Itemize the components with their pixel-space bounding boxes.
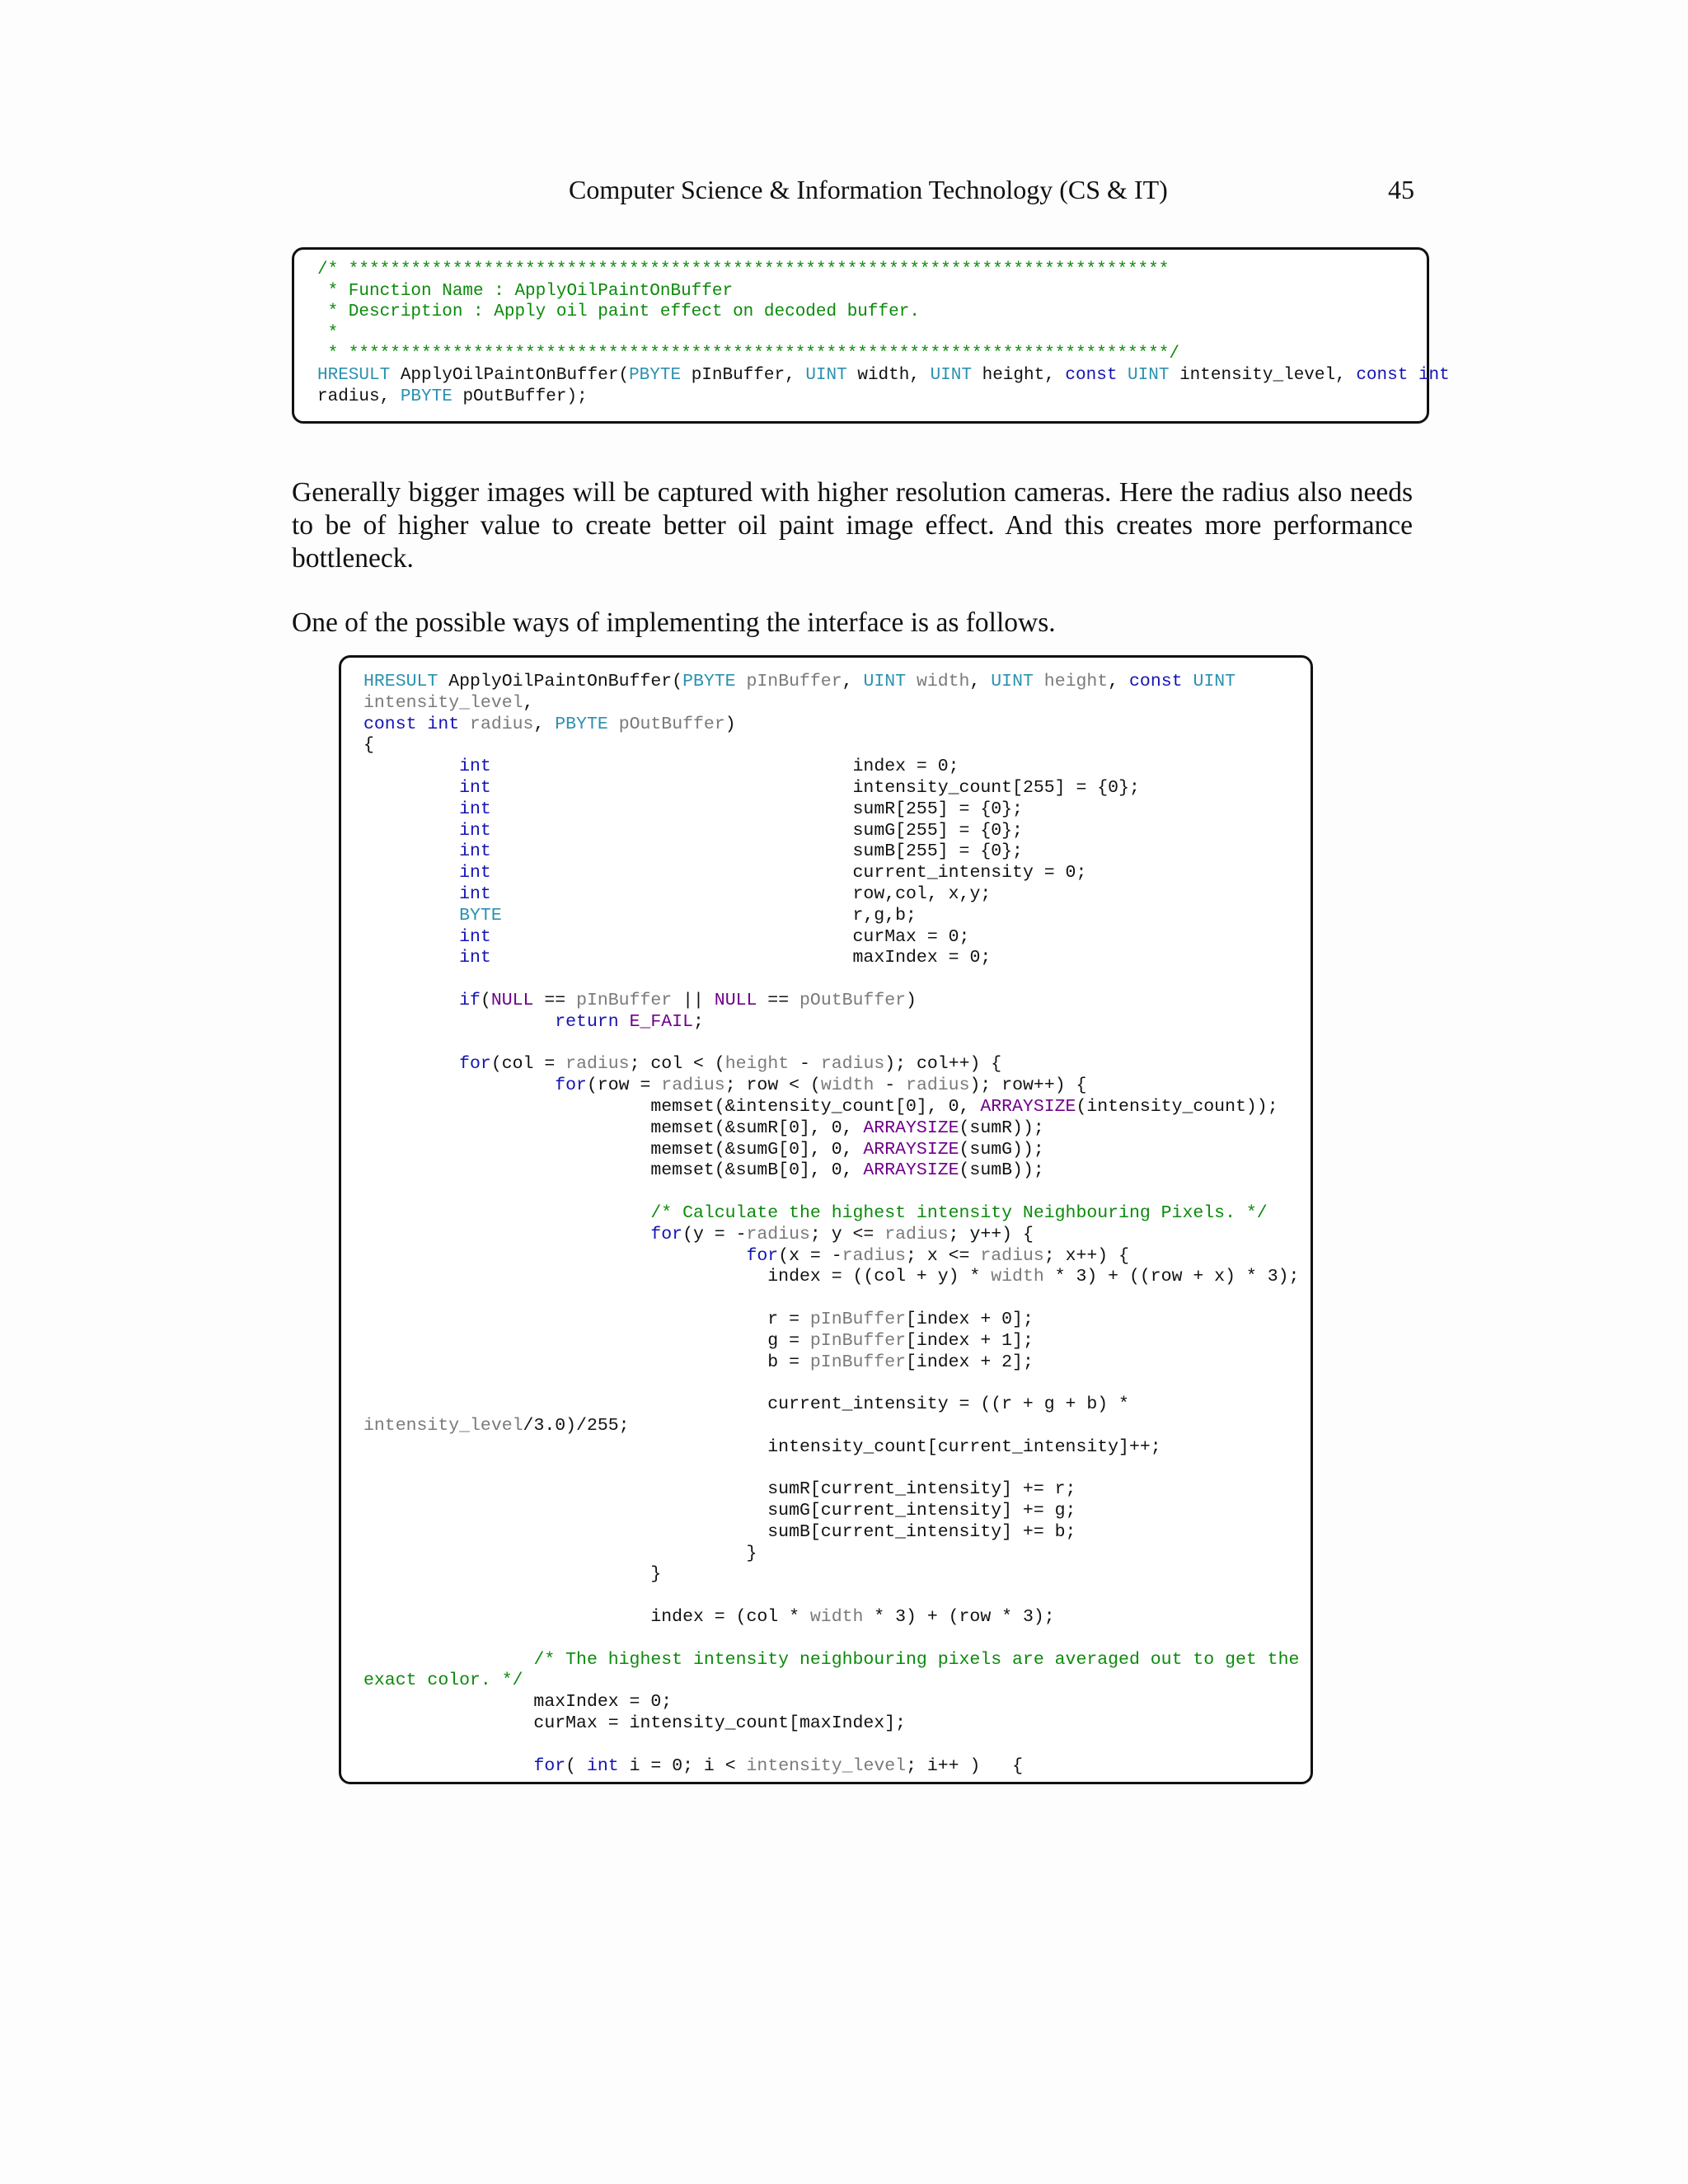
- code-token: exact color. */: [363, 1671, 523, 1691]
- code-token: pOutBuffer: [607, 714, 725, 734]
- code-line: [363, 735, 1311, 757]
- code-token: ; i++ ) {: [906, 1755, 1023, 1776]
- code-line: [363, 1160, 1311, 1182]
- code-token: r,g,b;: [501, 905, 917, 926]
- code-token: [619, 1012, 630, 1032]
- code-token: maxIndex = 0;: [363, 1692, 673, 1713]
- code-token: BYTE: [459, 905, 502, 926]
- paragraph-implementation-intro: One of the possible ways of implementing the interface is as follows.: [292, 607, 1056, 638]
- code-token: b =: [363, 1352, 810, 1372]
- code-line: [363, 1118, 1311, 1140]
- code-token: index = ((col + y) *: [363, 1267, 992, 1287]
- code-line: [363, 1416, 1311, 1437]
- code-token: maxIndex = 0;: [490, 948, 992, 968]
- code-token: sumG[255] = {0};: [490, 820, 1023, 841]
- code-token: int: [427, 714, 460, 734]
- code-token: [363, 841, 459, 861]
- code-token: -: [874, 1076, 907, 1096]
- code-token: NULL: [714, 990, 757, 1010]
- code-token: UINT: [805, 365, 847, 385]
- code-token: {: [363, 735, 374, 756]
- code-token: radius: [746, 1224, 810, 1244]
- code-token: ARRAYSIZE: [980, 1096, 1076, 1117]
- code-token: [363, 1756, 533, 1776]
- code-token: (intensity_count));: [1076, 1096, 1278, 1117]
- code-token: int: [459, 841, 491, 862]
- code-token: PBYTE: [400, 387, 452, 406]
- code-line: [317, 302, 1427, 323]
- code-token: [1183, 672, 1193, 691]
- code-line: [363, 906, 1311, 927]
- code-token: (: [565, 1755, 587, 1776]
- code-line: [363, 1288, 1311, 1310]
- code-token: const: [363, 714, 417, 734]
- code-token: [363, 1203, 650, 1223]
- code-token: [363, 1650, 533, 1670]
- code-token: *: [317, 323, 339, 343]
- code-line: [363, 1629, 1311, 1650]
- code-line: [363, 757, 1311, 778]
- code-token: return: [555, 1011, 619, 1032]
- code-token: int: [459, 799, 491, 819]
- code-token: [index + 0];: [906, 1309, 1034, 1329]
- code-token: radius: [565, 1054, 630, 1075]
- code-token: pInBuffer: [809, 1309, 907, 1329]
- code-token: PBYTE: [682, 672, 736, 691]
- code-line: [363, 991, 1311, 1012]
- code-token: sumB[current_intensity] += b;: [363, 1521, 1076, 1542]
- code-line: [363, 672, 1311, 693]
- code-token: (x = -: [778, 1245, 842, 1266]
- code-line: [363, 1671, 1311, 1692]
- code-token: for: [650, 1224, 683, 1244]
- code-token: sumR[255] = {0};: [490, 799, 1023, 819]
- running-header-title: Computer Science & Information Technology (CS & IT): [569, 175, 1168, 204]
- code-token: E_FAIL: [629, 1011, 693, 1032]
- code-token: * 3) + ((row + x) * 3);: [1043, 1267, 1300, 1287]
- code-token: intensity_level: [746, 1755, 907, 1776]
- code-token: current_intensity = ((r + g + b) *: [363, 1394, 1129, 1415]
- code-token: UINT: [863, 672, 907, 691]
- code-token: ; y <=: [809, 1224, 885, 1244]
- code-token: width,: [846, 365, 931, 385]
- code-token: ); col++) {: [884, 1054, 1002, 1075]
- code-token: int: [1418, 365, 1450, 385]
- code-token: memset(&intensity_count[0], 0,: [363, 1096, 981, 1117]
- code-token: PBYTE: [555, 714, 608, 734]
- code-token: intensity_count[current_intensity]++;: [363, 1436, 1161, 1457]
- code-token: int: [459, 926, 491, 947]
- implementation-code: [363, 672, 1311, 1777]
- code-token: [363, 821, 459, 841]
- code-token: sumR[current_intensity] += r;: [363, 1479, 1076, 1500]
- code-token: radius: [842, 1245, 907, 1266]
- code-token: * 3) + (row * 3);: [863, 1607, 1055, 1628]
- code-line: [363, 1012, 1311, 1033]
- code-token: }: [363, 1543, 757, 1563]
- function-declaration-code: [317, 260, 1450, 407]
- code-token: [363, 884, 459, 904]
- code-line: [363, 1033, 1311, 1055]
- code-token: [363, 991, 459, 1010]
- code-token: intensity_level: [363, 1415, 523, 1436]
- code-token: g =: [363, 1330, 810, 1351]
- code-token: current_intensity = 0;: [490, 863, 1087, 883]
- code-token: [363, 778, 459, 798]
- code-line: [363, 927, 1311, 949]
- code-token: ; col < (: [629, 1054, 725, 1075]
- code-token: int: [459, 883, 491, 904]
- code-token: index = (col *: [363, 1607, 810, 1628]
- code-token: [363, 906, 459, 926]
- code-token: (y = -: [682, 1224, 747, 1244]
- code-token: [363, 757, 459, 776]
- code-token: (sumB));: [959, 1160, 1044, 1181]
- code-token: radius: [980, 1245, 1044, 1266]
- code-token: [363, 1054, 459, 1074]
- code-token: HRESULT: [363, 672, 438, 691]
- code-token: width: [820, 1076, 874, 1096]
- code-line: [363, 799, 1311, 821]
- code-line: [363, 884, 1311, 906]
- code-line: [363, 1352, 1311, 1374]
- code-token: int: [459, 863, 491, 883]
- code-token: index = 0;: [490, 757, 959, 777]
- code-token: const: [1065, 365, 1118, 385]
- code-token: (: [480, 990, 491, 1010]
- code-token: pInBuffer: [809, 1330, 907, 1351]
- code-token: pInBuffer: [809, 1352, 907, 1372]
- code-token: ; x <=: [906, 1245, 981, 1266]
- code-token: r =: [363, 1309, 810, 1329]
- code-line: [363, 778, 1311, 799]
- code-line: [363, 1076, 1311, 1097]
- code-token: pInBuffer: [576, 990, 673, 1010]
- code-token: pInBuffer,: [681, 365, 806, 385]
- code-token: ): [906, 990, 917, 1010]
- code-line: [317, 344, 1427, 365]
- code-token: curMax = intensity_count[maxIndex];: [363, 1713, 907, 1734]
- code-token: height: [724, 1054, 790, 1075]
- code-line: [363, 1522, 1311, 1544]
- code-line: [363, 1203, 1311, 1225]
- code-token: ,: [523, 692, 534, 713]
- code-line: [363, 1586, 1311, 1607]
- code-token: * Function Name : ApplyOilPaintOnBuffer: [317, 281, 734, 301]
- code-token: row,col, x,y;: [490, 883, 992, 904]
- code-token: [index + 2];: [906, 1352, 1034, 1372]
- code-line: [363, 1713, 1311, 1735]
- code-line: [363, 1650, 1311, 1671]
- code-token: UINT: [930, 365, 972, 385]
- code-token: ApplyOilPaintOnBuffer(: [390, 365, 630, 385]
- code-token: /* The highest intensity neighbouring pixels are averaged out to get the: [533, 1649, 1300, 1670]
- code-token: UINT: [1193, 672, 1236, 691]
- code-line: [363, 1458, 1311, 1479]
- code-token: [1408, 366, 1418, 385]
- code-token: [417, 715, 428, 734]
- code-line: [363, 1479, 1311, 1501]
- paragraph-radius-bottleneck: Generally bigger images will be captured with higher resolution cameras. Here the radius also needs to be of higher value to create better oil paint image effect. And this creates more performance bottleneck.: [292, 477, 1413, 574]
- code-token: memset(&sumB[0], 0,: [363, 1160, 864, 1181]
- code-token: ,: [969, 672, 992, 691]
- code-token: ==: [533, 990, 577, 1010]
- code-token: [363, 927, 459, 947]
- code-token: width: [991, 1267, 1044, 1287]
- code-line: [363, 1756, 1311, 1778]
- code-line: [363, 1564, 1311, 1586]
- code-token: ,: [1108, 672, 1130, 691]
- code-line: [363, 1331, 1311, 1352]
- code-token: ; row < (: [724, 1076, 821, 1096]
- code-token: [363, 1225, 650, 1244]
- code-line: [363, 1544, 1311, 1565]
- code-token: [1117, 366, 1128, 385]
- code-token: radius,: [317, 387, 401, 406]
- code-token: ; x++) {: [1043, 1245, 1130, 1266]
- page-number: 45: [1388, 175, 1414, 204]
- code-line: [363, 1054, 1311, 1076]
- code-token: radius: [884, 1224, 949, 1244]
- code-line: [363, 1437, 1311, 1459]
- code-line: [363, 1097, 1311, 1118]
- code-token: [363, 1246, 746, 1266]
- code-token: ARRAYSIZE: [863, 1118, 959, 1138]
- code-token: for: [459, 1054, 491, 1075]
- code-token: radius: [906, 1076, 970, 1096]
- code-token: /* Calculate the highest intensity Neighbouring Pixels. */: [650, 1202, 1268, 1223]
- code-line: [317, 323, 1427, 344]
- code-token: * *******************************************************************************/: [317, 344, 1179, 364]
- code-line: [317, 365, 1450, 387]
- code-token: for: [555, 1076, 587, 1096]
- code-token: intensity_count[255] = {0};: [490, 777, 1140, 798]
- code-token: [363, 863, 459, 883]
- code-line: [363, 1394, 1311, 1416]
- code-line: [363, 1692, 1311, 1713]
- code-line: [363, 693, 1311, 715]
- code-token: ,: [842, 672, 864, 691]
- code-token: int: [459, 948, 491, 968]
- code-token: ==: [757, 990, 800, 1010]
- code-line: [363, 1607, 1311, 1629]
- code-line: [363, 948, 1311, 969]
- code-token: [363, 799, 459, 819]
- code-token: ;: [693, 1011, 704, 1032]
- code-token: [363, 1012, 555, 1032]
- code-token: (sumG));: [959, 1139, 1044, 1160]
- code-token: memset(&sumG[0], 0,: [363, 1139, 864, 1160]
- code-token: [363, 1076, 555, 1095]
- code-token: int: [459, 820, 491, 841]
- code-line: [363, 1735, 1311, 1756]
- code-token: width: [809, 1607, 864, 1628]
- code-token: }: [363, 1564, 662, 1585]
- code-token: NULL: [490, 990, 534, 1010]
- code-token: [363, 948, 459, 968]
- code-line: [363, 1246, 1311, 1268]
- code-line: [363, 1267, 1311, 1288]
- code-token: pOutBuffer: [799, 990, 907, 1010]
- code-token: for: [746, 1245, 779, 1266]
- code-token: sumB[255] = {0};: [490, 841, 1023, 862]
- code-token: ApplyOilPaintOnBuffer(: [438, 672, 683, 691]
- code-token: int: [459, 757, 491, 777]
- code-line: [363, 821, 1311, 842]
- code-line: [363, 841, 1311, 863]
- code-token: (row =: [586, 1076, 662, 1096]
- code-line: [363, 1501, 1311, 1522]
- code-token: ); row++) {: [969, 1076, 1087, 1096]
- code-token: ARRAYSIZE: [863, 1160, 959, 1181]
- code-token: radius: [820, 1054, 885, 1075]
- code-token: intensity_level: [363, 692, 523, 713]
- running-header: [292, 171, 1429, 208]
- code-token: for: [533, 1755, 566, 1776]
- code-token: radius: [661, 1076, 725, 1096]
- code-token: PBYTE: [629, 365, 682, 385]
- code-line: [363, 1310, 1311, 1331]
- code-token: int: [459, 777, 491, 798]
- code-token: HRESULT: [317, 365, 391, 385]
- code-token: height,: [972, 365, 1066, 385]
- code-line: [363, 1140, 1311, 1161]
- code-line: [317, 260, 1427, 281]
- code-token: ,: [533, 714, 556, 734]
- code-token: ): [724, 714, 736, 734]
- code-token: UINT: [991, 672, 1034, 691]
- code-token: const: [1356, 365, 1409, 385]
- code-line: [363, 863, 1311, 884]
- code-line: [363, 1225, 1311, 1246]
- code-token: sumG[current_intensity] += g;: [363, 1501, 1076, 1521]
- code-token: -: [789, 1054, 821, 1075]
- code-line: [363, 969, 1311, 991]
- code-token: /* *******************************************************************************: [317, 260, 1170, 279]
- code-line: [317, 281, 1427, 302]
- code-token: curMax = 0;: [490, 926, 970, 947]
- code-token: [index + 1];: [906, 1330, 1034, 1351]
- code-token: if: [459, 990, 481, 1010]
- code-token: ARRAYSIZE: [863, 1139, 959, 1160]
- code-token: width: [906, 672, 970, 691]
- code-token: UINT: [1128, 365, 1170, 385]
- code-token: intensity_level,: [1169, 365, 1357, 385]
- code-token: ; y++) {: [948, 1224, 1034, 1244]
- code-token: const: [1129, 672, 1183, 691]
- code-token: pInBuffer: [735, 672, 842, 691]
- code-token: radius: [459, 714, 534, 734]
- code-line: [363, 1373, 1311, 1394]
- code-token: (col =: [490, 1054, 566, 1075]
- code-token: (sumR));: [959, 1118, 1044, 1138]
- implementation-code-box: [339, 655, 1313, 1784]
- code-token: int: [586, 1755, 619, 1776]
- code-token: * Description : Apply oil paint effect on decoded buffer.: [317, 302, 920, 322]
- code-line: [317, 387, 1427, 408]
- code-token: i = 0; i <: [618, 1755, 747, 1776]
- code-token: /3.0)/255;: [523, 1415, 630, 1436]
- code-token: ||: [672, 990, 715, 1010]
- function-declaration-code-box: [292, 247, 1450, 424]
- code-token: pOutBuffer);: [452, 387, 588, 406]
- code-token: height: [1033, 672, 1109, 691]
- code-line: [363, 715, 1311, 736]
- code-line: [363, 1182, 1311, 1203]
- code-token: memset(&sumR[0], 0,: [363, 1118, 864, 1138]
